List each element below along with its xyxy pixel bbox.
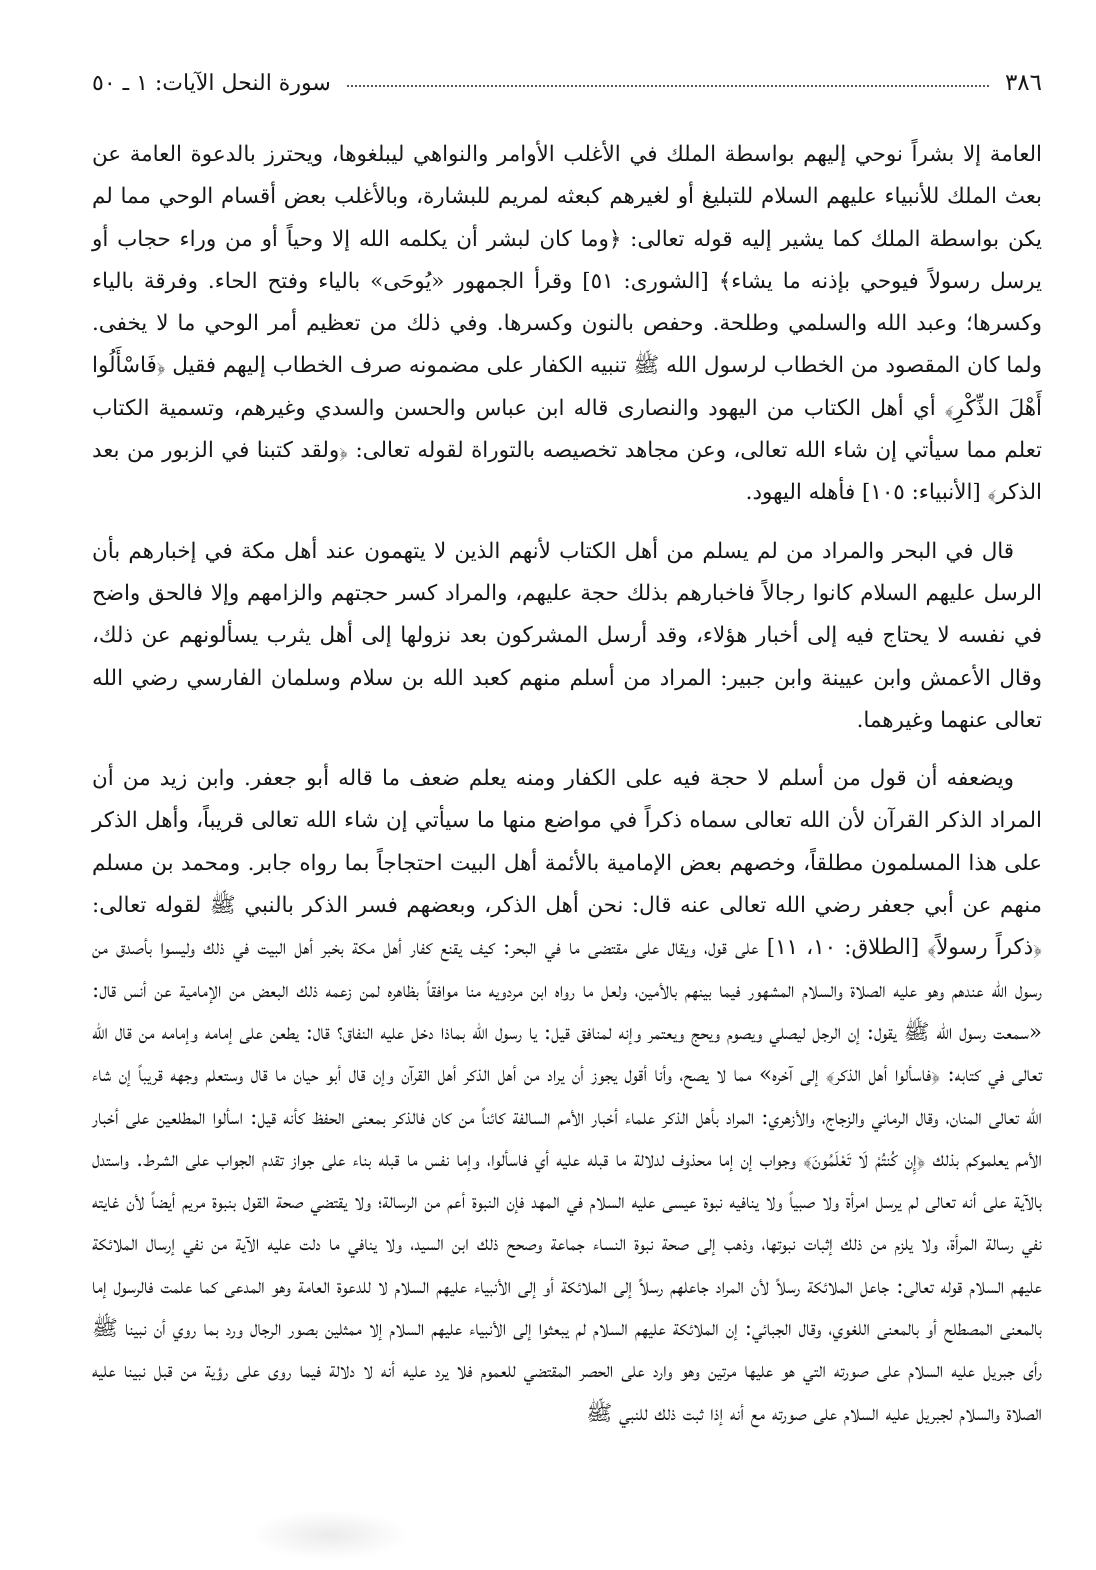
paragraph-gap: [92, 515, 1042, 531]
paragraph-2: قال في البحر والمراد من لم يسلم من أهل الكتاب لأنهم الذين لا يتهمون عند أهل مكة في إخبارهم بأن الرسل عليهم السلام كانوا رجالاً فاخبارهم بذلك حجة عليهم، والمراد كسر حجتهم والزامهم وإلا فالحق واضح في نفسه لا يحتاج فيه إلى أخبار هؤلاء، وقد أرسل المشركون بعد نزولها إلى أهل يثرب يسألونهم عن ذلك، وقال الأعمش وابن عيينة وابن جبير: المراد من أسلم منهم كعبد الله بن سلام وسلمان الفارسي رضي الله تعالى عنهما وغيرهما.: [92, 538, 1042, 733]
print-smudge: [250, 1510, 410, 1560]
paragraph-gap: [92, 742, 1042, 758]
page: [92, 52, 1042, 1542]
body-text: [92, 134, 1042, 1435]
page-header: [92, 52, 1042, 96]
running-title: سورة النحل الآيات: ١ ـ ٥٠: [92, 71, 331, 96]
header-leader-dots: [347, 85, 989, 87]
paragraph-1: العامة إلا بشراً نوحي إليهم بواسطة الملك في الأغلب الأوامر والنواهي ليبلغوها، ويحترز بالدعوة العامة عن بعث الملك للأنبياء عليهم السلام للتبليغ أو لغيرهم كبعثه لمريم للبشارة، وبالأغلب بعض أقسام الوحي مما لم يكن بواسطة الملك كما يشير إليه قوله تعالى: ﴿وما كان لبشر أن يكلمه الله إلا وحياً أو من وراء حجاب أو يرسل رسولاً فيوحي بإذنه ما يشاء﴾ [الشورى: ٥١] وقرأ الجمهور «يُوحَى» بالياء وفتح الحاء. وفرقة بالياء وكسرها؛ وعبد الله والسلمي وطلحة. وحفص بالنون وكسرها. وفي ذلك من تعظيم أمر الوحي ما لا يخفى. ولما كان المقصود من الخطاب لرسول الله ﷺ تنبيه الكفار على مضمونه صرف الخطاب إليهم فقيل ﴿فَاسْأَلُوا أَهْلَ الذِّكْرِ﴾ أي أهل الكتاب من اليهود والنصارى قاله ابن عباس والحسن والسدي وغيرهم، وتسمية الكتاب تعلم مما سيأتي إن شاء الله تعالى، وعن مجاهد تخصيصه بالتوراة لقوله تعالى: ﴿ولقد كتبنا في الزبور من بعد الذكر﴾ [الأنبياء: ١٠٥] فأهله اليهود.: [92, 142, 1042, 506]
paragraph-3: ويضعفه أن قول من أسلم لا حجة فيه على الكفار ومنه يعلم ضعف ما قاله أبو جعفر. وابن زيد من أن المراد الذكر القرآن لأن الله تعالى سماه ذكراً في مواضع منها ما سيأتي إن شاء الله تعالى قريباً، وأهل الذكر على هذا المسلمون مطلقاً، وخصهم بعض الإمامية بالأئمة أهل البيت احتجاجاً بما رواه جابر. ومحمد بن مسلم منهم عن أبي جعفر رضي الله تعالى عنه قال: نحن أهل الذكر، وبعضهم فسر الذكر بالنبي ﷺ لقوله تعالى: ﴿ذكراً رسولاً﴾ [الطلاق: ١٠، ١١] على قول، ويقال على مقتضى ما في البحر: كيف يقنع كفار أهل مكة بخبر أهل البيت في ذلك وليسوا بأصدق من رسول الله عندهم وهو عليه الصلاة والسلام المشهور فيما بينهم بالأمين، ولعل ما رواه ابن مردويه منا موافقاً بظاهره لمن زعمه ذلك البعض من الإمامية عن أنس قال: «سمعت رسول الله ﷺ يقول: إن الرجل ليصلي ويصوم ويحج ويعتمر وإنه لمنافق قيل: يا رسول الله بماذا دخل عليه النفاق؟ قال: يطعن على إمامه وإمامه من قال الله تعالى في كتابه: ﴿فاسألوا أهل الذكر﴾ إلى آخره» مما لا يصح، وأنا أقول يجوز أن يراد من أهل الذكر أهل القرآن وإن قال أبو حيان ما قال وستعلم وجهه قريباً إن شاء الله تعالى المنان، وقال الرماني والزجاج، والأزهري: المراد بأهل الذكر علماء أخبار الأمم السالفة كائناً من كان فالذكر بمعنى الحفظ كأنه قيل: اسألوا المطلعين على أخبار الأمم يعلموكم بذلك ﴿إِن كُنتُمْ لَا تَعْلَمُونَ﴾ وجواب إن إما محذوف لدلالة ما قبله عليه أي فاسألوا، وإما نفس ما قبله بناء على جواز تقدم الجواب على الشرط. واستدل بالآية على أنه تعالى لم يرسل امرأة ولا صبياً ولا ينافيه نبوة عيسى عليه السلام في المهد فإن النبوة أعم من الرسالة؛ ولا يقتضي صحة القول بنبوة مريم أيضاً لأن غايته نفي رسالة المرأة، ولا يلزم من ذلك إثبات نبوتها، وذهب إلى صحة نبوة النساء جماعة وصحح ذلك ابن السيد، ولا ينافي ما دلت عليه الآية من نفي إرسال الملائكة عليهم السلام قوله تعالى: جاعل الملائكة رسلاً لأن المراد جاعلهم رسلاً إلى الملائكة أو إلى الأنبياء عليهم السلام لا للدعوة العامة وهو المدعى كما علمت فالرسول إما بالمعنى المصطلح أو بالمعنى اللغوي، وقال الجبائي: إن الملائكة عليهم السلام لم يبعثوا إلى الأنبياء عليهم السلام إلا ممثلين بصور الرجال ورد بما روي أن نبينا ﷺ رأى جبريل عليه السلام على صورته التي هو عليها مرتين وهو وارد على الحصر المقتضي للعموم فلا يرد عليه أنه لا دلالة فيما روى على رؤية من قبل نبينا عليه الصلاة والسلام لجبريل عليه السلام على صورته مع أنه إذا ثبت ذلك للنبي ﷺ: [92, 766, 1042, 1426]
page-number: ٣٨٦: [1004, 70, 1042, 96]
